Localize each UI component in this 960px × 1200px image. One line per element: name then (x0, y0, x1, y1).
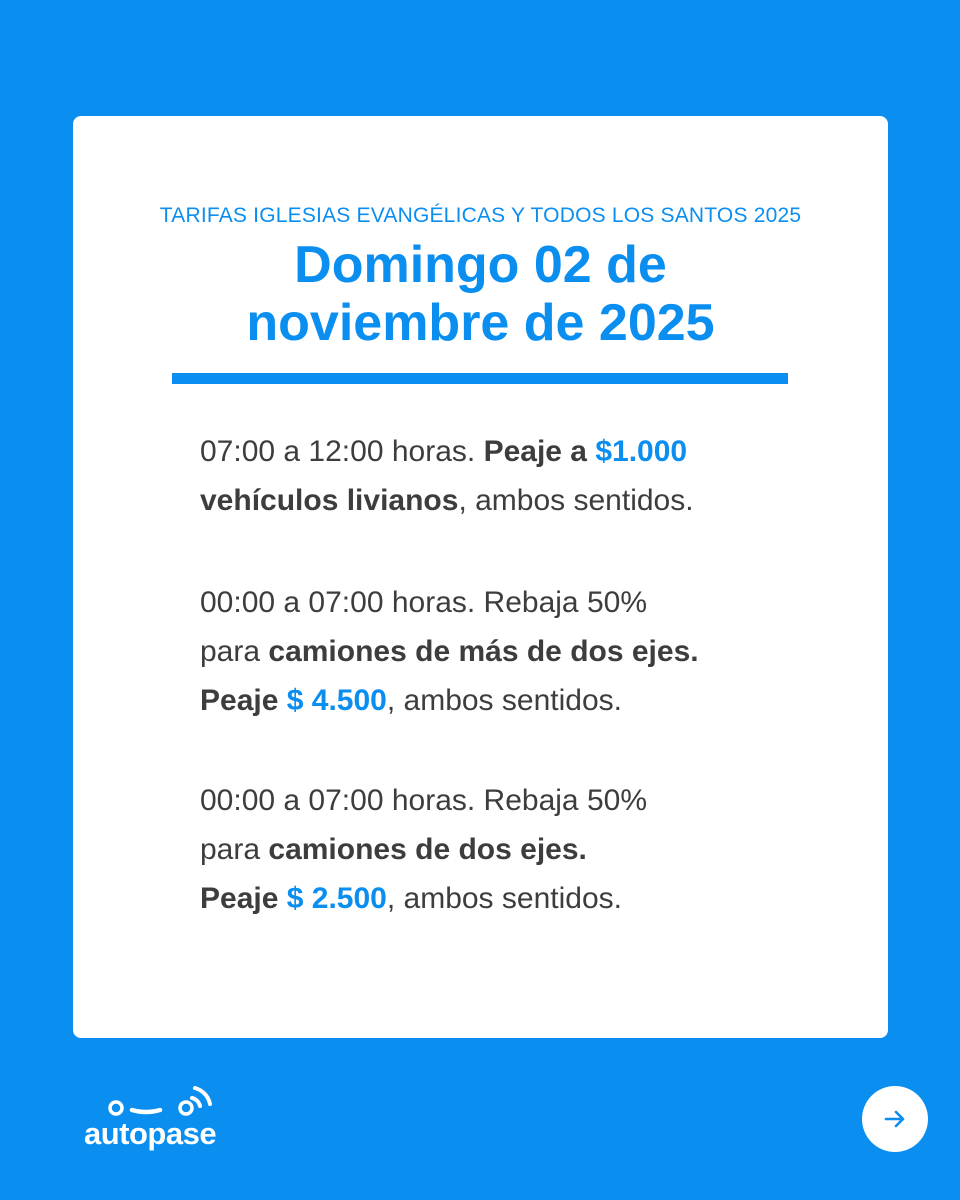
tariff-item-two-axle-trucks (200, 776, 820, 923)
tariff-card (73, 116, 888, 1038)
tariff-line (200, 476, 820, 525)
tariff-para: para (200, 833, 261, 866)
card-title-line-1: Domingo 02 de (294, 236, 667, 294)
arrow-right-icon (882, 1106, 908, 1132)
card-title-line-2: noviembre de 2025 (246, 294, 715, 352)
tariff-vehicle: camiones de dos ejes. (268, 833, 587, 866)
tariff-para: para (200, 635, 261, 668)
tariff-vehicle: vehículos livianos (200, 484, 459, 517)
card-supertitle: TARIFAS IGLESIAS EVANGÉLICAS Y TODOS LOS SANTOS 2025 (159, 204, 802, 227)
tariff-item-trucks-over-two-axles (200, 578, 820, 725)
tariff-line (200, 627, 820, 676)
tariff-hours: 07:00 a 12:00 horas. (200, 435, 476, 468)
tariff-line (200, 676, 820, 725)
tariff-peaje-label: Peaje (200, 684, 279, 717)
tariff-direction: , ambos sentidos. (386, 882, 622, 915)
tariff-price: $ 4.500 (286, 684, 387, 717)
card-title (73, 236, 888, 352)
tariff-hours-line: 00:00 a 07:00 horas. Rebaja 50% (200, 784, 647, 817)
toll-tag-signal-icon (84, 1078, 224, 1118)
tariff-price: $1.000 (595, 435, 688, 468)
tariff-line (200, 874, 820, 923)
tariff-peaje-label: Peaje a (483, 435, 587, 468)
tariff-hours-line: 00:00 a 07:00 horas. Rebaja 50% (200, 586, 647, 619)
tariff-direction: , ambos sentidos. (386, 684, 622, 717)
tariff-line (200, 825, 820, 874)
tariff-vehicle: camiones de más de dos ejes. (268, 635, 699, 668)
tariff-price: $ 2.500 (286, 882, 387, 915)
tariff-direction: , ambos sentidos. (458, 484, 694, 517)
title-underline (172, 373, 788, 384)
tariff-item-light-vehicles (200, 427, 820, 525)
autopase-logo (84, 1078, 234, 1152)
next-slide-button[interactable] (862, 1086, 928, 1152)
brand-name: autopase (84, 1116, 217, 1151)
tariff-line (200, 427, 820, 476)
tariff-peaje-label: Peaje (200, 882, 279, 915)
